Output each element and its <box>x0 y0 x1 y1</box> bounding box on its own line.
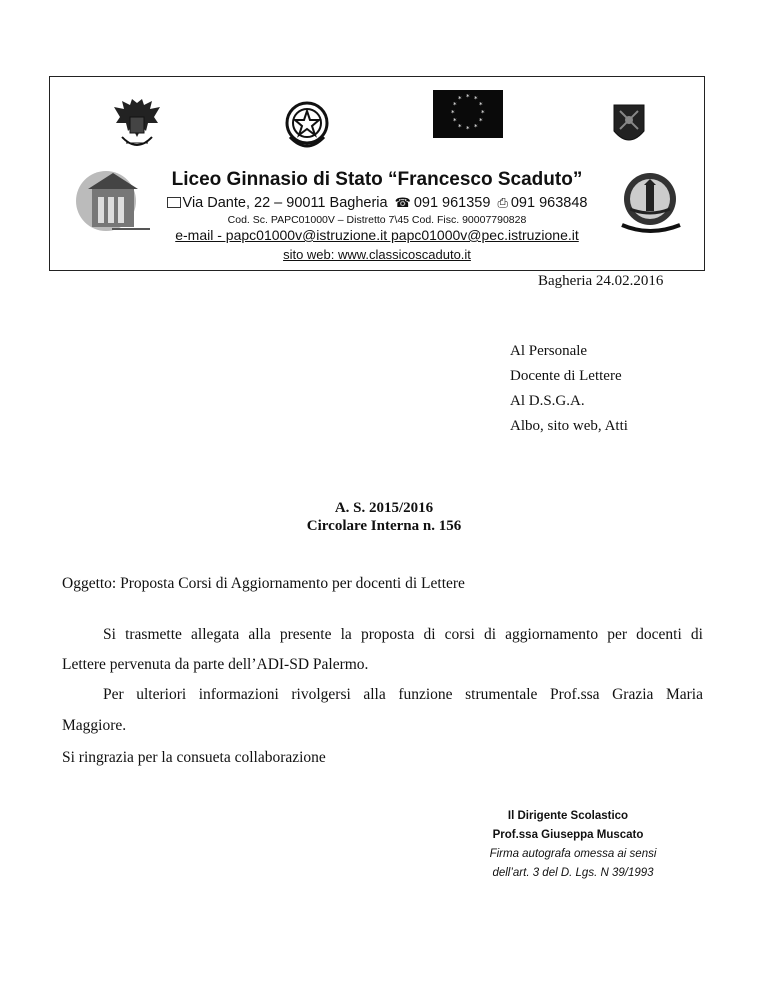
phone-icon: ☎ <box>394 195 411 210</box>
envelope-icon <box>167 197 181 208</box>
svg-text:*: * <box>458 123 462 131</box>
phone-number: 091 961359 <box>413 195 491 211</box>
recipient-line: Albo, sito web, Atti <box>510 418 628 434</box>
body-paragraph-line: Si ringrazia per la consueta collaborazione <box>62 749 326 766</box>
svg-text:*: * <box>474 123 478 131</box>
website-link[interactable]: sito web: www.classicoscaduto.it <box>283 247 471 262</box>
document-date: Bagheria 24.02.2016 <box>538 273 664 289</box>
body-paragraph-line: Maggiore. <box>62 717 127 734</box>
svg-text:*: * <box>458 95 462 103</box>
eagle-crest-icon <box>112 97 162 155</box>
signature-note: dell’art. 3 del D. Lgs. N 39/1993 <box>492 867 654 879</box>
address: Via Dante, 22 – 90011 Bagheria <box>182 195 388 211</box>
recipient-line: Al Personale <box>510 343 588 359</box>
recipient-line: Docente di Lettere <box>510 368 622 384</box>
school-codes: Cod. Sc. PAPC01000V – Distretto 7\45 Cod. Fisc. 90007790828 <box>227 214 527 226</box>
subject-line: Oggetto: Proposta Corsi di Aggiornamento per docenti di Lettere <box>62 575 465 592</box>
recipient-line: Al D.S.G.A. <box>510 393 585 409</box>
signature-note: Firma autografa omessa ai sensi <box>489 848 657 860</box>
svg-text:*: * <box>479 117 483 125</box>
eu-flag-icon <box>433 90 503 138</box>
fax-number: 091 963848 <box>510 195 588 211</box>
body-paragraph-line: Lettere pervenuta da parte dell’ADI-SD Palermo. <box>62 656 369 673</box>
body-paragraph-line: Si trasmette allegata alla presente la proposta di corsi di aggiornamento per docenti di <box>103 626 703 643</box>
school-year: A. S. 2015/2016 <box>334 500 434 516</box>
svg-text:*: * <box>453 117 457 125</box>
fax-icon: ⎙ <box>497 195 508 210</box>
school-name: Liceo Ginnasio di Stato “Francesco Scaduto” <box>171 169 583 190</box>
svg-text:*: * <box>453 101 457 109</box>
letterhead <box>49 76 705 271</box>
svg-text:*: * <box>466 125 470 133</box>
svg-text:*: * <box>466 93 470 101</box>
svg-text:*: * <box>479 101 483 109</box>
signature-role: Il Dirigente Scolastico <box>507 810 629 822</box>
svg-text:*: * <box>481 109 485 117</box>
svg-text:*: * <box>474 95 478 103</box>
signature-name: Prof.ssa Giuseppa Muscato <box>492 829 644 841</box>
body-paragraph-line: Per ulteriori informazioni rivolgersi alla funzione strumentale Prof.ssa Grazia Maria <box>103 686 703 703</box>
sicily-crest-icon <box>612 101 646 149</box>
svg-text:*: * <box>451 109 455 117</box>
circular-number: Circolare Interna n. 156 <box>306 518 462 534</box>
italy-emblem-icon <box>282 97 332 153</box>
email-links[interactable]: e-mail - papc01000v@istruzione.it papc01000v@pec.istruzione.it <box>175 227 579 243</box>
contact-line <box>50 195 704 211</box>
